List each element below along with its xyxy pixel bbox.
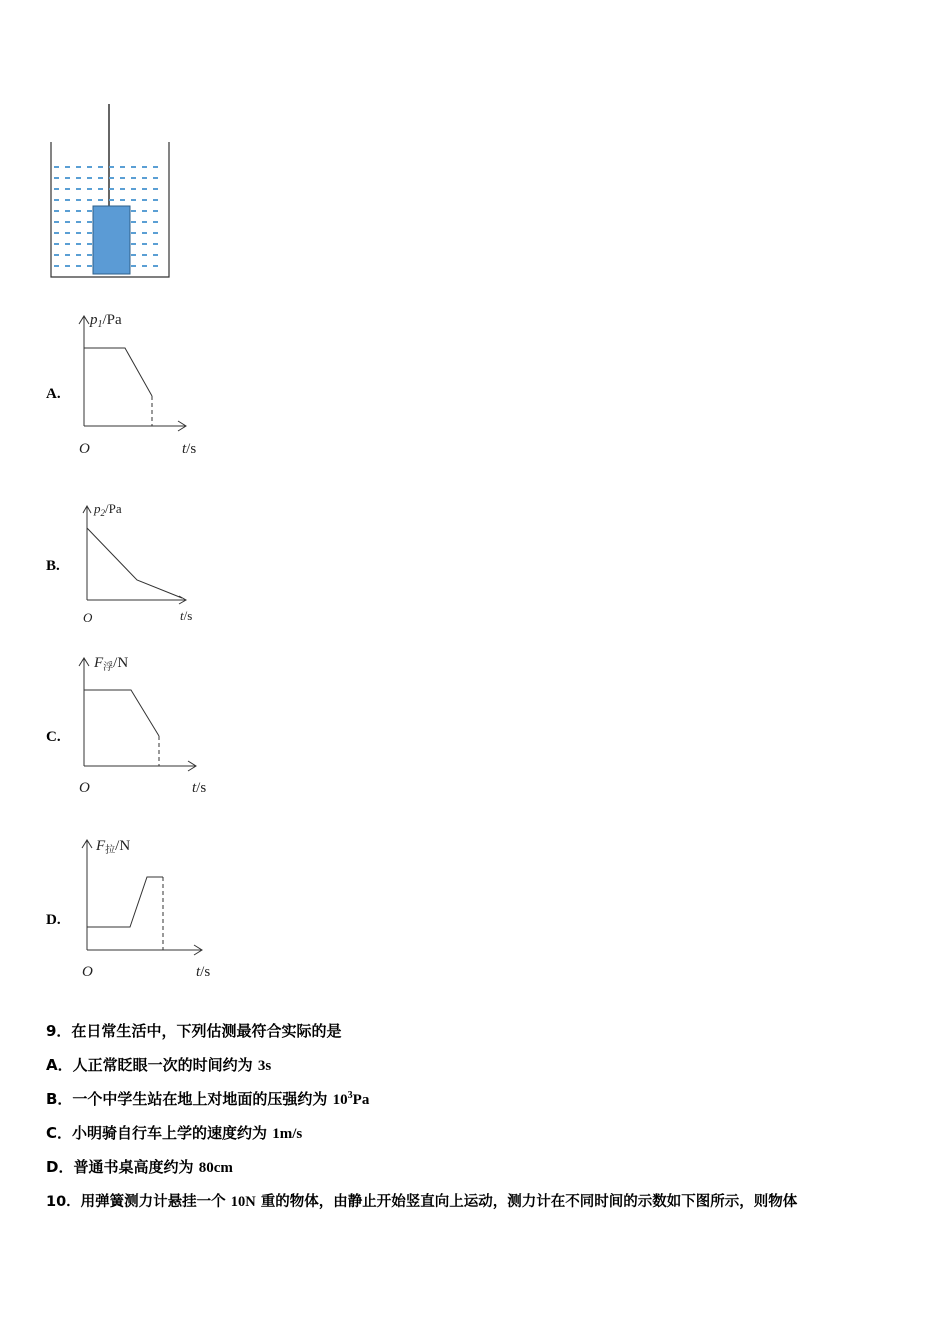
graph-a [70, 308, 210, 458]
option-a-text: A．人正常眨眼一次的时间约为 [46, 1056, 258, 1074]
question-9-option-c [46, 1122, 302, 1143]
x-axis-label: t/s [196, 964, 211, 980]
origin-label: O [79, 441, 90, 457]
x-axis-label: t/s [180, 608, 193, 623]
graph-line [84, 690, 159, 736]
option-a-value: 3s [257, 1058, 272, 1074]
submerged-block [93, 206, 130, 274]
option-a-label: A. [46, 386, 61, 402]
question-9-option-a [46, 1054, 271, 1075]
graph-c [70, 650, 220, 800]
graph-line [87, 528, 182, 598]
origin-label: O [79, 780, 90, 796]
question-9-stem: 9．在日常生活中，下列估测最符合实际的是 [46, 1022, 342, 1040]
option-b-text: B．一个中学生站在地上对地面的压强约为 [46, 1090, 333, 1108]
y-axis-label: $F_浮/N$ [94, 655, 129, 673]
option-b-exponent: 3 [347, 1090, 353, 1101]
option-d-text: D．普通书桌高度约为 [46, 1158, 199, 1176]
option-d-value: 80cm [198, 1160, 233, 1176]
origin-label: O [83, 610, 93, 625]
graph-line [87, 877, 163, 927]
graph-b [74, 498, 214, 628]
y-axis-label: $F_拉/N$ [96, 838, 131, 856]
y-axis-label: $p_1/Pa$ [90, 312, 122, 330]
q10-value: 10N [230, 1194, 256, 1210]
beaker-figure [40, 100, 180, 285]
option-b-value: 10 [332, 1092, 348, 1108]
option-c-label: C. [46, 729, 61, 745]
graph-line [84, 348, 152, 396]
x-axis-label: t/s [192, 780, 207, 796]
option-b-label: B. [46, 558, 60, 574]
option-d-label: D. [46, 912, 61, 928]
option-c-text: C．小明骑自行车上学的速度约为 [46, 1124, 273, 1142]
graph-d [74, 832, 224, 982]
q10-text-pre: 10．用弹簧测力计悬挂一个 [46, 1194, 231, 1210]
option-b-unit: Pa [352, 1092, 370, 1108]
question-9-option-b [46, 1088, 369, 1109]
option-c-value: 1m/s [272, 1126, 303, 1142]
x-axis-label: t/s [182, 441, 197, 457]
y-axis-label: $p_2/Pa$ [94, 501, 122, 518]
origin-label: O [82, 964, 93, 980]
q10-text-post: 重的物体，由静止开始竖直向上运动，测力计在不同时间的示数如下图所示，则物体 [255, 1194, 798, 1210]
question-10-stem [46, 1190, 797, 1211]
question-9-option-d [46, 1156, 233, 1177]
